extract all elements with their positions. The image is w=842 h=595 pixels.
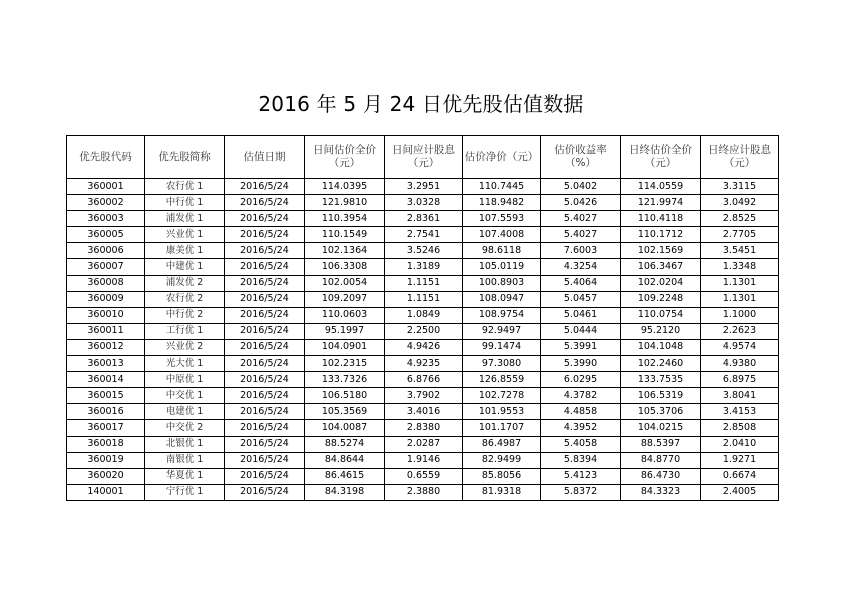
cell-eod-full-price: 84.3323 [621, 484, 701, 500]
cell-code: 360014 [67, 372, 145, 388]
cell-eod-accrued-dividend: 3.4153 [701, 404, 779, 420]
cell-net-price: 92.9497 [463, 323, 541, 339]
cell-yield: 5.3990 [541, 356, 621, 372]
cell-date: 2016/5/24 [225, 323, 305, 339]
column-header-intraday-full-price [305, 136, 385, 179]
cell-yield: 5.4027 [541, 211, 621, 227]
cell-yield: 5.0402 [541, 179, 621, 195]
cell-intraday-accrued-dividend: 1.3189 [385, 259, 463, 275]
cell-eod-full-price: 102.1569 [621, 243, 701, 259]
cell-date: 2016/5/24 [225, 436, 305, 452]
cell-intraday-full-price: 104.0901 [305, 339, 385, 355]
table-row [67, 484, 779, 500]
table-row [67, 436, 779, 452]
cell-code: 360012 [67, 339, 145, 355]
cell-name: 康美优 1 [145, 243, 225, 259]
cell-intraday-accrued-dividend: 2.2500 [385, 323, 463, 339]
cell-intraday-full-price: 86.4615 [305, 468, 385, 484]
cell-name: 中建优 1 [145, 259, 225, 275]
cell-date: 2016/5/24 [225, 179, 305, 195]
cell-eod-accrued-dividend: 2.2623 [701, 323, 779, 339]
cell-intraday-full-price: 133.7326 [305, 372, 385, 388]
cell-intraday-accrued-dividend: 1.9146 [385, 452, 463, 468]
cell-eod-accrued-dividend: 1.9271 [701, 452, 779, 468]
cell-intraday-full-price: 102.0054 [305, 275, 385, 291]
cell-intraday-full-price: 102.1364 [305, 243, 385, 259]
table-row [67, 323, 779, 339]
column-header-name [145, 136, 225, 179]
cell-intraday-full-price: 121.9810 [305, 195, 385, 211]
cell-intraday-accrued-dividend: 0.6559 [385, 468, 463, 484]
cell-intraday-full-price: 104.0087 [305, 420, 385, 436]
cell-net-price: 107.4008 [463, 227, 541, 243]
cell-name: 浦发优 2 [145, 275, 225, 291]
cell-name: 中原优 1 [145, 372, 225, 388]
cell-yield: 5.4064 [541, 275, 621, 291]
cell-name: 电建优 1 [145, 404, 225, 420]
column-header-line1: 估价净价（元） [464, 150, 539, 163]
column-header-line1: 优先股代码 [79, 150, 132, 163]
cell-name: 农行优 1 [145, 179, 225, 195]
cell-name: 中交优 2 [145, 420, 225, 436]
cell-eod-full-price: 110.4118 [621, 211, 701, 227]
table-header [67, 136, 779, 179]
cell-net-price: 105.0119 [463, 259, 541, 275]
cell-intraday-accrued-dividend: 2.3880 [385, 484, 463, 500]
column-header-line1: 日终估价全价 [629, 144, 692, 156]
cell-eod-accrued-dividend: 6.8975 [701, 372, 779, 388]
cell-yield: 5.4058 [541, 436, 621, 452]
cell-code: 360013 [67, 356, 145, 372]
cell-eod-accrued-dividend: 1.1301 [701, 275, 779, 291]
cell-eod-accrued-dividend: 3.8041 [701, 388, 779, 404]
cell-code: 360006 [67, 243, 145, 259]
cell-name: 农行优 2 [145, 291, 225, 307]
cell-yield: 5.0444 [541, 323, 621, 339]
cell-date: 2016/5/24 [225, 291, 305, 307]
cell-date: 2016/5/24 [225, 356, 305, 372]
cell-eod-full-price: 106.3467 [621, 259, 701, 275]
cell-net-price: 98.6118 [463, 243, 541, 259]
cell-eod-accrued-dividend: 2.8508 [701, 420, 779, 436]
cell-eod-accrued-dividend: 3.0492 [701, 195, 779, 211]
cell-date: 2016/5/24 [225, 372, 305, 388]
page-title: 2016 年 5 月 24 日优先股估值数据 [258, 92, 584, 116]
cell-net-price: 100.8903 [463, 275, 541, 291]
cell-intraday-accrued-dividend: 6.8766 [385, 372, 463, 388]
cell-net-price: 102.7278 [463, 388, 541, 404]
cell-code: 360001 [67, 179, 145, 195]
cell-name: 兴业优 1 [145, 227, 225, 243]
cell-net-price: 110.7445 [463, 179, 541, 195]
cell-name: 中交优 1 [145, 388, 225, 404]
cell-intraday-accrued-dividend: 2.0287 [385, 436, 463, 452]
cell-date: 2016/5/24 [225, 259, 305, 275]
cell-intraday-full-price: 84.3198 [305, 484, 385, 500]
cell-date: 2016/5/24 [225, 339, 305, 355]
cell-net-price: 101.1707 [463, 420, 541, 436]
column-header-line1: 日间应计股息 [392, 144, 455, 156]
table-row [67, 388, 779, 404]
column-header-line1: 优先股简称 [158, 150, 211, 163]
table-row [67, 404, 779, 420]
table-body [67, 179, 779, 501]
cell-code: 140001 [67, 484, 145, 500]
cell-intraday-accrued-dividend: 3.7902 [385, 388, 463, 404]
cell-intraday-accrued-dividend: 1.1151 [385, 291, 463, 307]
cell-intraday-full-price: 88.5274 [305, 436, 385, 452]
cell-eod-accrued-dividend: 3.3115 [701, 179, 779, 195]
cell-yield: 4.3782 [541, 388, 621, 404]
column-header-yield [541, 136, 621, 179]
cell-intraday-accrued-dividend: 3.2951 [385, 179, 463, 195]
column-header-line2: （元） [644, 157, 677, 169]
cell-code: 360007 [67, 259, 145, 275]
cell-date: 2016/5/24 [225, 195, 305, 211]
column-header-line2: （元） [328, 157, 361, 169]
cell-code: 360010 [67, 307, 145, 323]
cell-net-price: 81.9318 [463, 484, 541, 500]
cell-code: 360009 [67, 291, 145, 307]
cell-code: 360005 [67, 227, 145, 243]
cell-eod-accrued-dividend: 1.1301 [701, 291, 779, 307]
column-header-net-price [463, 136, 541, 179]
header-row [67, 136, 779, 179]
cell-date: 2016/5/24 [225, 227, 305, 243]
cell-name: 光大优 1 [145, 356, 225, 372]
cell-name: 工行优 1 [145, 323, 225, 339]
cell-net-price: 99.1474 [463, 339, 541, 355]
cell-date: 2016/5/24 [225, 211, 305, 227]
cell-net-price: 86.4987 [463, 436, 541, 452]
cell-eod-full-price: 110.1712 [621, 227, 701, 243]
cell-code: 360019 [67, 452, 145, 468]
column-header-eod-accrued-dividend [701, 136, 779, 179]
cell-intraday-full-price: 102.2315 [305, 356, 385, 372]
cell-code: 360015 [67, 388, 145, 404]
cell-date: 2016/5/24 [225, 468, 305, 484]
cell-eod-full-price: 86.4730 [621, 468, 701, 484]
cell-yield: 5.8372 [541, 484, 621, 500]
cell-intraday-full-price: 106.3308 [305, 259, 385, 275]
cell-eod-accrued-dividend: 4.9380 [701, 356, 779, 372]
cell-net-price: 82.9499 [463, 452, 541, 468]
cell-name: 华夏优 1 [145, 468, 225, 484]
table-row [67, 227, 779, 243]
cell-code: 360018 [67, 436, 145, 452]
cell-eod-full-price: 84.8770 [621, 452, 701, 468]
table-row [67, 195, 779, 211]
cell-name: 兴业优 2 [145, 339, 225, 355]
column-header-line2: （元） [723, 157, 756, 169]
cell-net-price: 118.9482 [463, 195, 541, 211]
cell-yield: 4.3952 [541, 420, 621, 436]
cell-yield: 5.4027 [541, 227, 621, 243]
cell-yield: 6.0295 [541, 372, 621, 388]
cell-yield: 7.6003 [541, 243, 621, 259]
cell-intraday-accrued-dividend: 2.8361 [385, 211, 463, 227]
cell-eod-accrued-dividend: 2.0410 [701, 436, 779, 452]
cell-intraday-full-price: 110.1549 [305, 227, 385, 243]
cell-eod-accrued-dividend: 2.7705 [701, 227, 779, 243]
cell-net-price: 101.9553 [463, 404, 541, 420]
cell-eod-full-price: 105.3706 [621, 404, 701, 420]
cell-intraday-accrued-dividend: 3.5246 [385, 243, 463, 259]
cell-date: 2016/5/24 [225, 307, 305, 323]
cell-code: 360002 [67, 195, 145, 211]
cell-eod-accrued-dividend: 1.3348 [701, 259, 779, 275]
cell-eod-accrued-dividend: 2.4005 [701, 484, 779, 500]
cell-yield: 5.0457 [541, 291, 621, 307]
cell-eod-full-price: 110.0754 [621, 307, 701, 323]
cell-yield: 5.0461 [541, 307, 621, 323]
cell-code: 360003 [67, 211, 145, 227]
table-row [67, 420, 779, 436]
cell-name: 宁行优 1 [145, 484, 225, 500]
cell-intraday-full-price: 109.2097 [305, 291, 385, 307]
column-header-intraday-accrued-dividend [385, 136, 463, 179]
cell-name: 中行优 1 [145, 195, 225, 211]
cell-date: 2016/5/24 [225, 388, 305, 404]
cell-name: 中行优 2 [145, 307, 225, 323]
cell-yield: 4.4858 [541, 404, 621, 420]
cell-eod-full-price: 88.5397 [621, 436, 701, 452]
cell-eod-accrued-dividend: 0.6674 [701, 468, 779, 484]
cell-name: 北银优 1 [145, 436, 225, 452]
table-row [67, 356, 779, 372]
cell-code: 360016 [67, 404, 145, 420]
cell-code: 360011 [67, 323, 145, 339]
cell-eod-accrued-dividend: 1.1000 [701, 307, 779, 323]
cell-eod-full-price: 104.0215 [621, 420, 701, 436]
cell-eod-full-price: 106.5319 [621, 388, 701, 404]
cell-eod-full-price: 114.0559 [621, 179, 701, 195]
table-row [67, 259, 779, 275]
cell-name: 南银优 1 [145, 452, 225, 468]
cell-eod-full-price: 102.0204 [621, 275, 701, 291]
cell-eod-accrued-dividend: 3.5451 [701, 243, 779, 259]
cell-eod-full-price: 102.2460 [621, 356, 701, 372]
cell-net-price: 108.9754 [463, 307, 541, 323]
column-header-line1: 日终应计股息 [708, 144, 771, 156]
cell-eod-full-price: 95.2120 [621, 323, 701, 339]
cell-intraday-accrued-dividend: 4.9235 [385, 356, 463, 372]
cell-eod-accrued-dividend: 4.9574 [701, 339, 779, 355]
cell-date: 2016/5/24 [225, 275, 305, 291]
cell-yield: 5.3991 [541, 339, 621, 355]
cell-code: 360017 [67, 420, 145, 436]
cell-eod-full-price: 104.1048 [621, 339, 701, 355]
cell-name: 浦发优 1 [145, 211, 225, 227]
cell-yield: 4.3254 [541, 259, 621, 275]
cell-intraday-accrued-dividend: 1.0849 [385, 307, 463, 323]
table-row [67, 291, 779, 307]
column-header-eod-full-price [621, 136, 701, 179]
cell-intraday-accrued-dividend: 3.0328 [385, 195, 463, 211]
cell-yield: 5.4123 [541, 468, 621, 484]
cell-code: 360008 [67, 275, 145, 291]
cell-date: 2016/5/24 [225, 243, 305, 259]
cell-eod-full-price: 133.7535 [621, 372, 701, 388]
valuation-table [66, 135, 779, 501]
table-row [67, 339, 779, 355]
cell-intraday-full-price: 114.0395 [305, 179, 385, 195]
column-header-line1: 日间估价全价 [313, 144, 376, 156]
cell-intraday-accrued-dividend: 4.9426 [385, 339, 463, 355]
table-row [67, 179, 779, 195]
cell-intraday-full-price: 110.0603 [305, 307, 385, 323]
cell-date: 2016/5/24 [225, 452, 305, 468]
cell-date: 2016/5/24 [225, 404, 305, 420]
table-row [67, 372, 779, 388]
cell-intraday-accrued-dividend: 3.4016 [385, 404, 463, 420]
column-header-line1: 估值日期 [243, 150, 286, 163]
cell-eod-full-price: 121.9974 [621, 195, 701, 211]
cell-intraday-accrued-dividend: 2.7541 [385, 227, 463, 243]
table-row [67, 243, 779, 259]
column-header-line2: （%） [565, 157, 596, 169]
cell-eod-full-price: 109.2248 [621, 291, 701, 307]
cell-net-price: 108.0947 [463, 291, 541, 307]
cell-net-price: 107.5593 [463, 211, 541, 227]
cell-code: 360020 [67, 468, 145, 484]
cell-intraday-full-price: 84.8644 [305, 452, 385, 468]
cell-intraday-full-price: 110.3954 [305, 211, 385, 227]
cell-yield: 5.8394 [541, 452, 621, 468]
cell-eod-accrued-dividend: 2.8525 [701, 211, 779, 227]
cell-date: 2016/5/24 [225, 484, 305, 500]
table-row [67, 275, 779, 291]
cell-intraday-accrued-dividend: 1.1151 [385, 275, 463, 291]
column-header-date [225, 136, 305, 179]
cell-intraday-accrued-dividend: 2.8380 [385, 420, 463, 436]
cell-net-price: 126.8559 [463, 372, 541, 388]
cell-intraday-full-price: 105.3569 [305, 404, 385, 420]
column-header-code [67, 136, 145, 179]
table-row [67, 468, 779, 484]
column-header-line2: （元） [407, 157, 440, 169]
column-header-line1: 估价收益率 [554, 144, 607, 156]
cell-intraday-full-price: 106.5180 [305, 388, 385, 404]
cell-net-price: 97.3080 [463, 356, 541, 372]
table-row [67, 211, 779, 227]
cell-net-price: 85.8056 [463, 468, 541, 484]
cell-yield: 5.0426 [541, 195, 621, 211]
cell-intraday-full-price: 95.1997 [305, 323, 385, 339]
table-row [67, 307, 779, 323]
table-row [67, 452, 779, 468]
cell-date: 2016/5/24 [225, 420, 305, 436]
